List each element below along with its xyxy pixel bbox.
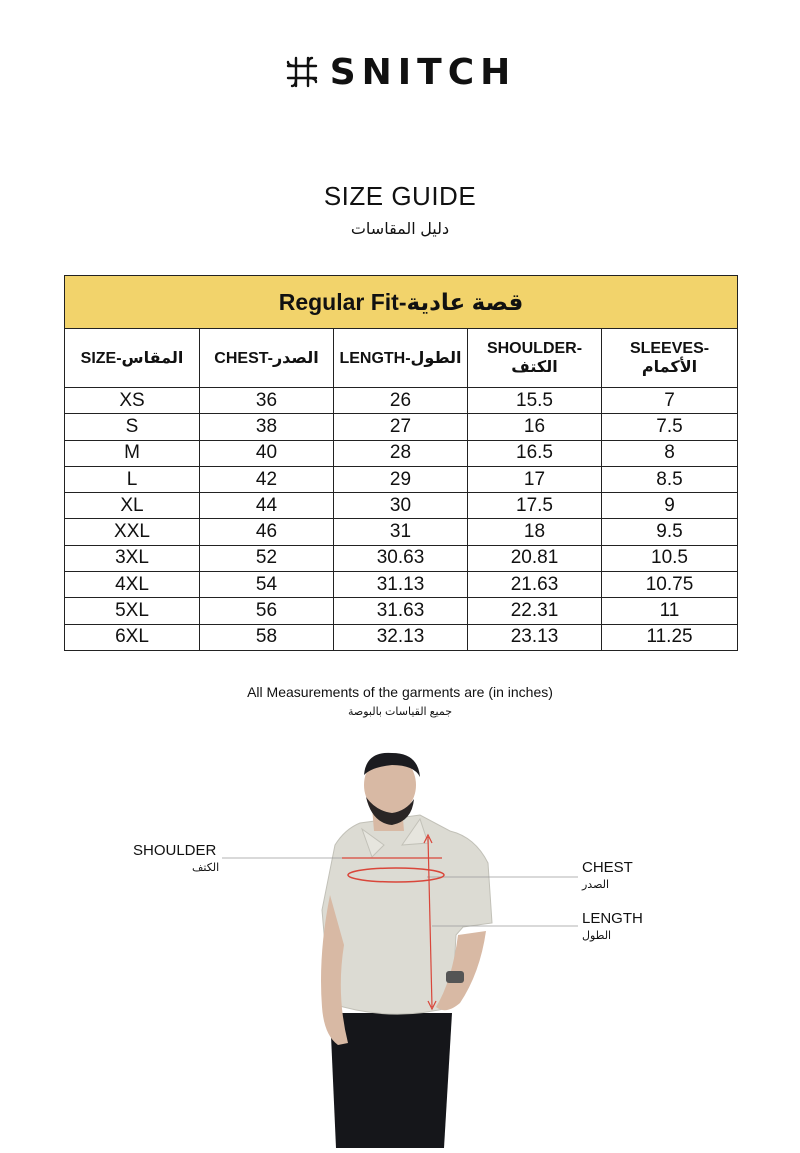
cell-chest: 56: [200, 598, 334, 624]
size-chart-table: [64, 275, 738, 651]
cell-sleeves: 11.25: [602, 624, 738, 650]
shoulder-label: SHOULDER: [133, 842, 217, 859]
cell-size: S: [65, 414, 200, 440]
cell-size: XL: [65, 493, 200, 519]
cell-length: 26: [334, 388, 468, 414]
cell-shoulder: 20.81: [468, 545, 602, 571]
header-length: LENGTH-الطول: [334, 329, 468, 388]
chest-label-arabic: الصدر: [582, 879, 610, 891]
table-row: [65, 624, 738, 650]
cell-size: 4XL: [65, 572, 200, 598]
cell-length: 31: [334, 519, 468, 545]
table-row: [65, 545, 738, 571]
cell-size: M: [65, 440, 200, 466]
cell-size: L: [65, 466, 200, 492]
cell-length: 32.13: [334, 624, 468, 650]
fit-title: Regular Fit-قصة عادية: [65, 276, 738, 329]
cell-shoulder: 15.5: [468, 388, 602, 414]
cell-sleeves: 7: [602, 388, 738, 414]
watch-shape: [446, 971, 464, 983]
shoulder-label-arabic: الكتف: [192, 862, 220, 874]
table-row: [65, 598, 738, 624]
chest-label: CHEST: [582, 859, 633, 876]
cell-sleeves: 10.75: [602, 572, 738, 598]
header-chest: CHEST-الصدر: [200, 329, 334, 388]
table-row: [65, 388, 738, 414]
fit-header-row: [65, 276, 738, 329]
page-subtitle-arabic: دليل المقاسات: [350, 221, 450, 238]
cell-shoulder: 22.31: [468, 598, 602, 624]
cell-length: 28: [334, 440, 468, 466]
cell-chest: 40: [200, 440, 334, 466]
cell-shoulder: 17.5: [468, 493, 602, 519]
cell-size: 3XL: [65, 545, 200, 571]
cell-sleeves: 11: [602, 598, 738, 624]
cell-chest: 54: [200, 572, 334, 598]
cell-chest: 52: [200, 545, 334, 571]
table-row: [65, 466, 738, 492]
cell-size: XXL: [65, 519, 200, 545]
length-label: LENGTH: [582, 910, 643, 927]
measurement-figure: [0, 745, 800, 1148]
brand-name: SNITCH: [329, 51, 517, 93]
cell-length: 30: [334, 493, 468, 519]
brand-header: [0, 50, 800, 94]
table-row: [65, 519, 738, 545]
length-label-arabic: الطول: [582, 930, 612, 942]
cell-sleeves: 9.5: [602, 519, 738, 545]
cell-sleeves: 9: [602, 493, 738, 519]
header-shoulder: SHOULDER- الكتف: [468, 329, 602, 388]
cell-shoulder: 21.63: [468, 572, 602, 598]
cell-shoulder: 16.5: [468, 440, 602, 466]
cell-chest: 46: [200, 519, 334, 545]
cell-shoulder: 17: [468, 466, 602, 492]
cell-chest: 36: [200, 388, 334, 414]
cell-chest: 58: [200, 624, 334, 650]
column-header-row: [65, 329, 738, 388]
header-sleeves: SLEEVES- الأكمام: [602, 329, 738, 388]
table-row: [65, 493, 738, 519]
cell-shoulder: 16: [468, 414, 602, 440]
cell-sleeves: 10.5: [602, 545, 738, 571]
cell-length: 29: [334, 466, 468, 492]
cell-shoulder: 18: [468, 519, 602, 545]
model-illustration: [0, 745, 800, 1148]
cell-chest: 42: [200, 466, 334, 492]
table-row: [65, 414, 738, 440]
measurement-note: All Measurements of the garments are (in inches): [247, 684, 553, 700]
header-size: SIZE-المقاس: [65, 329, 200, 388]
snitch-logo-icon: [284, 54, 320, 90]
cell-size: 6XL: [65, 624, 200, 650]
cell-length: 31.13: [334, 572, 468, 598]
cell-length: 30.63: [334, 545, 468, 571]
cell-sleeves: 8: [602, 440, 738, 466]
pants-shape: [330, 1013, 452, 1148]
cell-sleeves: 7.5: [602, 414, 738, 440]
cell-chest: 44: [200, 493, 334, 519]
cell-length: 27: [334, 414, 468, 440]
size-rows: [65, 388, 738, 651]
measurement-note-arabic: جميع القياسات بالبوصة: [347, 706, 453, 718]
page-title: SIZE GUIDE: [323, 181, 477, 211]
cell-length: 31.63: [334, 598, 468, 624]
cell-shoulder: 23.13: [468, 624, 602, 650]
cell-size: XS: [65, 388, 200, 414]
cell-size: 5XL: [65, 598, 200, 624]
cell-chest: 38: [200, 414, 334, 440]
table-row: [65, 572, 738, 598]
cell-sleeves: 8.5: [602, 466, 738, 492]
table-row: [65, 440, 738, 466]
